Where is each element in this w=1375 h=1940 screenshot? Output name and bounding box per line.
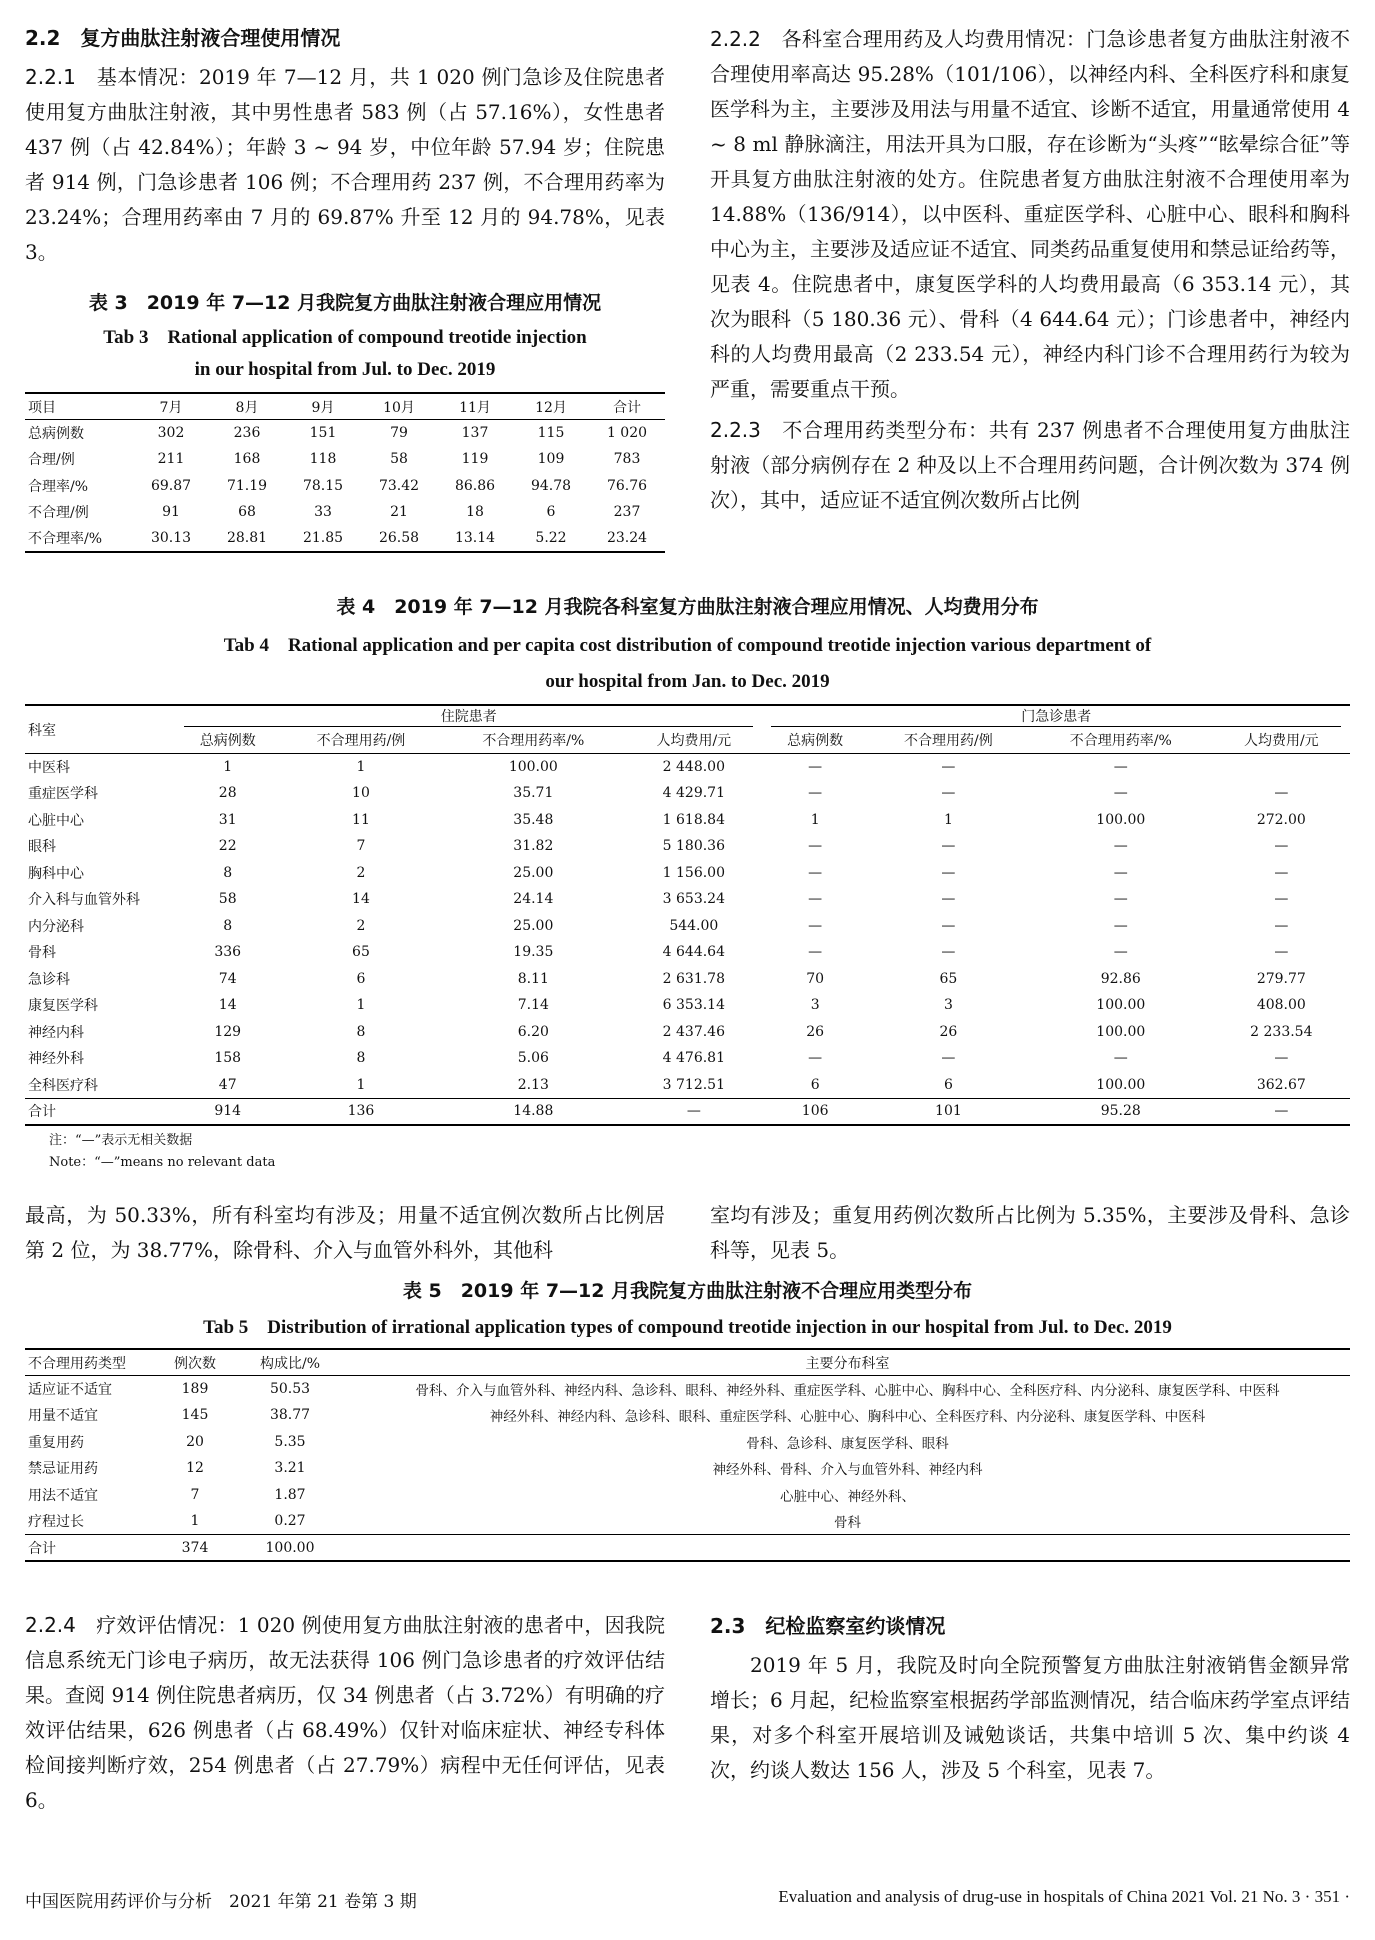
table-cell: 1 [356,759,366,775]
table-cell: — [1113,917,1128,934]
table-row [25,1455,1350,1482]
table-cell: 211 [157,451,185,468]
table-cell: 8.11 [517,970,549,987]
table-cell: 91 [162,504,180,521]
table-cell: 94.78 [530,477,572,494]
table-cell: — [1274,891,1289,908]
table-cell: 骨科、介入与血管外科、神经内科、急诊科、眼科、神经外科、重症医学科、心脏中心、胸科中心、全科医疗科、内分泌科、康复医学科、中医科 [415,1383,1280,1399]
table-cell: 136 [280,1098,441,1125]
table-cell: — [1274,917,1289,934]
table-cell: 4 644.64 [662,944,725,961]
table-cell: 100.00 [508,759,558,775]
table-cell: 2 [356,864,366,881]
table-header-cell: 7月 [133,393,209,420]
table-cell: 24.14 [513,891,554,908]
table-cell: 22 [218,838,237,855]
table-cell: 31.82 [513,838,554,855]
table-cell: — [941,838,956,855]
table-cell: 3 [810,997,820,1014]
table-cell: 用量不适宜 [28,1408,98,1425]
table-cell: — [941,864,956,881]
table-cell: 33 [314,504,332,521]
paragraph-text: 门急诊患者复方曲肽注射液不合理使用率高达 95.28%（101/106），以神经内科、全科医疗科和康复医学科为主，主要涉及用法与用量不适宜、诊断不适宜，用量通常使用 4 ~ 8 ml 静脉滴注，用法开具为口服，存在诊断为“头疼”“眩晕综合征”等开具复方曲肽注射液的处方。住院患者复方曲肽注射液不合理使用率为 14.88%（136/914），以中医科、重症医学科、心脏中心、眼科和胸科中心为主，主要涉及适应证不适宜、同类药品重复使用和禁忌证给药等，见表 4。住院患者中，康复医学科的人均费用最高（6 353.14 元），其次为眼科（5 180.36 元）、骨科（4 644.64 元）；门诊患者中，神经内科的人均费用最高（2 233.54 元），神经内科门诊不合理用药行为较为严重，需要重点干预。 [710,27,1351,401]
table-cell: 914 [175,1098,280,1125]
table-cell: 408.00 [1256,997,1306,1014]
paragraph-lead: 2.2.2 各科室合理用药及人均费用情况： [710,27,1087,51]
table-cell: 7 [356,838,366,855]
table-cell: 1 618.84 [662,811,725,828]
table-header-cell: 例次数 [155,1349,235,1376]
table-3 [25,392,665,553]
table-row [25,886,1350,913]
table-cell: 重复用药 [28,1434,84,1451]
table-cell: 14 [218,997,237,1014]
table-cell [345,1535,1350,1562]
table-cell: — [1113,864,1128,881]
table-cell: 6 353.14 [662,997,725,1014]
section-heading: 2.2 复方曲肽注射液合理使用情况 [25,26,341,50]
table-row [25,1508,1350,1535]
table-cell: 3.21 [274,1460,306,1477]
table-cell: 8 [223,864,233,881]
table-header-cell: 不合理用药率/% [441,727,625,754]
footer-journal-cn: 中国医院用药评价与分析 2021 年第 21 卷第 3 期 [25,1892,417,1912]
table-caption-en: Tab 3 Rational application of compound treotide injection [103,327,587,348]
table-cell: — [1274,864,1289,881]
table-cell: 骨科、急诊科、康复医学科、眼科 [746,1435,949,1452]
table-cell: 58 [390,451,408,468]
table-header-cell: 人均费用/元 [1213,727,1350,754]
section-2-3 [710,1610,1350,1788]
paragraph-continued-right [710,1198,1350,1268]
table-header-cell: 不合理用药/例 [868,727,1029,754]
table-cell: 21 [390,504,408,521]
table-cell: 8 [223,917,233,934]
table-cell: 合理率/% [28,478,89,495]
table-cell: — [808,838,823,855]
table-cell: — [1113,891,1128,908]
table-cell: 26.58 [378,530,420,547]
table-cell: 神经外科、神经内科、急诊科、眼科、重症医学科、心脏中心、胸科中心、全科医疗科、内分泌科、康复医学科、中医科 [489,1409,1206,1426]
table-cell: 0.27 [274,1513,306,1529]
table-cell: 14.88 [441,1098,625,1125]
table-cell: 6 [356,970,366,987]
table-cell: 145 [181,1407,209,1424]
table-cell: 1 020 [606,425,648,441]
table-header-cell: 11月 [437,393,513,420]
table-caption-cn: 表 5 2019 年 7—12 月我院复方曲肽注射液不合理应用类型分布 [402,1280,973,1302]
paragraph-continued-left [25,1198,665,1268]
table-cell: 2 233.54 [1250,1023,1313,1040]
table-cell: 康复医学科 [28,998,98,1015]
table-cell: 31 [218,811,237,828]
table-header-cell: 构成比/% [235,1349,345,1376]
table-cell: 151 [309,425,337,441]
table-cell: 137 [461,425,489,441]
table-cell: 302 [157,425,185,441]
table-cell: 介入科与血管外科 [28,892,140,909]
table-cell: 129 [214,1023,242,1040]
table-cell: 急诊科 [28,971,70,988]
table-cell: 5.22 [535,530,567,547]
table-cell: 100.00 [1096,1076,1146,1093]
table-row [25,1429,1350,1456]
table-cell: 70 [806,970,825,987]
table-cell: — [941,944,956,961]
table-cell: — [1113,838,1128,855]
table-cell: — [808,785,823,802]
table-cell: 92.86 [1100,970,1141,987]
table-cell: 2 631.78 [662,970,725,987]
table-cell: 5.06 [517,1050,549,1067]
table-header-cell: 合计 [589,393,665,420]
table-cell: 73.42 [378,477,420,494]
table-cell: — [941,891,956,908]
table-cell: 23.24 [606,530,648,547]
table-cell: — [941,1050,956,1067]
table-cell: 13.14 [454,530,496,547]
group-label-outpatient: 门急诊患者 [771,706,1341,727]
table-header-cell: 科室 [25,705,175,754]
table-cell: 8 [356,1050,366,1067]
table-header-cell: 不合理用药/例 [280,727,441,754]
table-cell: 7 [190,1486,200,1503]
table-cell: 189 [181,1381,209,1397]
table-cell: 119 [461,451,489,468]
table-3-block [25,288,665,553]
table-note-cn: 注：“—”表示无相关数据 [49,1132,193,1148]
table-header-cell: 项目 [25,393,133,420]
paragraph-type-distribution [710,413,1350,518]
table-cell: 58 [218,891,237,908]
table-cell: 78.15 [302,477,344,494]
table-cell: 25.00 [513,917,554,934]
table-cell: 35.48 [513,811,554,828]
table-cell: 35.71 [513,785,554,802]
table-cell: 100.00 [235,1535,345,1562]
table-header-cell: 不合理用药率/% [1029,727,1213,754]
table-cell: 65 [939,970,958,987]
table-cell: 2 448.00 [662,759,725,775]
table-cell: 中医科 [28,760,70,776]
table-row [25,966,1350,993]
table-cell: — [941,785,956,802]
section-2-2-4 [25,1608,665,1818]
section-2-2 [25,22,665,270]
table-cell: 不合理/例 [28,505,89,522]
table-header-cell: 主要分布科室 [345,1349,1350,1376]
table-cell: 合理/例 [28,452,75,469]
table-row [25,939,1350,966]
table-row [25,1376,1350,1403]
table-cell: 100.00 [1096,1023,1146,1040]
table-cell: 5.35 [274,1433,306,1450]
paragraph-text: 2019 年 7—12 月，共 1 020 例门急诊及住院患者使用复方曲肽注射液，其中男性患者 583 例（占 57.16%），女性患者 437 例（占 42.84%）；年龄 3 ~ 94 岁，中位年龄 57.94 岁；住院患者 914 例，门急诊患者 106 例；不合理用药 237 例，不合理用药率为 23.24%；合理用药率由 7 月的 69.87% 升至 12 月的 94.78%，见表 3。 [25,65,665,264]
table-cell: 胸科中心 [28,865,84,882]
table-header-cell: 总病例数 [175,727,280,754]
table-cell: 5 180.36 [662,838,725,855]
table-header-cell: 8月 [209,393,285,420]
table-cell: 783 [613,451,641,468]
paragraph-lead: 2.2.1 基本情况： [25,65,199,89]
table-row [25,499,665,526]
table-caption-cn: 表 4 2019 年 7—12 月我院各科室复方曲肽注射液合理应用情况、人均费用分布 [336,596,1039,618]
table-cell: 重症医学科 [28,786,98,803]
table-cell: — [1274,944,1289,961]
table-cell: 30.13 [150,530,192,547]
table-group-header [175,705,762,727]
table-cell: 106 [762,1098,867,1125]
table-cell: 1 [356,1076,366,1093]
table-4 [25,704,1350,1126]
table-cell: 6 [546,504,556,521]
table-cell: 1 [810,811,820,828]
table-4-block [25,592,1350,1174]
table-cell: — [1274,785,1289,802]
table-row [25,1019,1350,1046]
table-cell: 86.86 [454,477,496,494]
table-cell: 11 [352,811,370,828]
paragraph-text: 共有 237 例患者不合理使用复方曲肽注射液（部分病例存在 2 种及以上不合理用药问题，合计例次数为 374 例次），其中，适应证不适宜例次数所占比例 [710,418,1351,512]
table-cell: 18 [466,504,484,521]
table-cell: 合计 [25,1098,175,1125]
table-cell: 心脏中心、神经外科、 [780,1488,915,1505]
paragraph-text: 1 020 例使用复方曲肽注射液的患者中，因我院信息系统无门诊电子病历，故无法获得 106 例门急诊患者的疗效评估结果。查阅 914 例住院患者病历，仅 34 例患者（占 3.72%）有明确的疗效评估结果，626 例患者（占 68.49%）仅针对临床症状、神经专科体检间接判断疗效，254 例患者（占 27.79%）病程中无任何评估，见表 6。 [25,1613,665,1812]
table-cell: 6 [943,1076,953,1093]
table-row [25,992,1350,1019]
table-cell: 544.00 [669,917,719,934]
table-cell: 不合理率/% [28,531,103,548]
table-row [25,473,665,500]
table-cell: 100.00 [1096,811,1146,828]
table-cell: — [808,759,823,775]
table-cell: 6 [810,1076,820,1093]
table-cell: 237 [613,504,641,521]
table-row [25,754,1350,781]
table-caption-en: Tab 4 Rational application and per capita cost distribution of compound treotide injection various department of [223,635,1152,656]
table-header-cell: 人均费用/元 [625,727,762,754]
table-cell: 28 [218,785,237,802]
table-cell: 神经外科、骨科、介入与血管外科、神经内科 [712,1462,983,1479]
table-cell: — [808,864,823,881]
table-group-header [762,705,1350,727]
table-caption-cn: 表 3 2019 年 7—12 月我院复方曲肽注射液合理应用情况 [88,292,602,314]
table-cell: 12 [186,1460,204,1477]
section-heading: 2.3 纪检监察室约谈情况 [710,1614,946,1638]
table-cell: 3 712.51 [662,1076,725,1093]
paragraph-lead: 2.2.4 疗效评估情况： [25,1613,238,1637]
paragraph-efficacy [25,1608,665,1818]
table-total-row [25,1098,1350,1125]
table-cell: 158 [214,1050,242,1067]
table-cell: — [625,1098,762,1125]
paragraph-department-cost [710,22,1350,407]
table-cell: — [941,917,956,934]
table-cell: — [808,944,823,961]
table-caption-en-line2: our hospital from Jan. to Dec. 2019 [545,671,830,692]
table-cell: 心脏中心 [28,812,84,829]
table-row [25,1482,1350,1509]
paragraph-lead: 2.2.3 不合理用药类型分布： [710,418,989,442]
table-cell: 内分泌科 [28,918,84,935]
footer-journal-en: Evaluation and analysis of drug-use in hospitals of China 2021 Vol. 21 No. 3 · 351 · [778,1887,1350,1906]
table-cell: 眼科 [28,839,56,856]
table-cell: 2 [356,917,366,934]
table-cell: 272.00 [1256,811,1306,828]
table-cell: 26 [939,1023,958,1040]
table-cell: — [1274,1050,1289,1067]
table-cell: 6.20 [517,1023,549,1040]
table-cell: — [1113,785,1128,802]
table-cell: 115 [537,425,565,441]
table-caption-en-line2: in our hospital from Jul. to Dec. 2019 [194,359,496,380]
table-header-cell: 总病例数 [762,727,867,754]
table-row [25,1402,1350,1429]
table-header-cell: 10月 [361,393,437,420]
table-cell: 109 [537,451,565,468]
table-cell: 全科医疗科 [28,1077,98,1094]
table-row [25,860,1350,887]
table-cell [1213,754,1350,781]
table-cell: 118 [309,451,337,468]
table-row [25,446,665,473]
table-cell: 95.28 [1029,1098,1213,1125]
table-cell: 合计 [25,1535,155,1562]
table-cell: 疗程过长 [28,1514,84,1530]
table-cell: — [1274,838,1289,855]
table-cell: 74 [218,970,237,987]
table-cell: 79 [390,425,408,441]
table-cell: 1 [223,759,233,775]
table-cell: — [941,759,956,775]
table-5 [25,1348,1350,1562]
table-cell: 168 [233,451,261,468]
table-header-cell: 9月 [285,393,361,420]
table-cell: 神经外科 [28,1051,84,1068]
table-cell: 101 [868,1098,1029,1125]
table-cell: 骨科 [834,1515,861,1531]
paragraph-text: 最高，为 50.33%，所有科室均有涉及；用量不适宜例次数所占比例居第 2 位，为 38.77%，除骨科、介入与血管外科外，其他科 [25,1203,665,1262]
table-cell: 3 [943,997,953,1014]
table-row [25,1072,1350,1099]
table-cell: 336 [214,944,242,961]
table-cell: 1 [943,811,953,828]
table-cell: 47 [218,1076,237,1093]
table-cell: — [1113,759,1128,775]
table-cell: 禁忌证用药 [28,1461,98,1478]
group-label-inpatient: 住院患者 [184,706,753,727]
table-cell: 236 [233,425,261,441]
table-cell: 50.53 [269,1381,311,1397]
paragraph-interview: 2019 年 5 月，我院及时向全院预警复方曲肽注射液销售金额异常增长；6 月起，纪检监察室根据药学部监测情况，结合临床药学室点评结果，对多个科室开展培训及诫勉谈话，共集中培训 5 次、集中约谈 4 次，约谈人数达 156 人，涉及 5 个科室，见表 7。 [710,1653,1350,1782]
table-cell: — [1113,944,1128,961]
paragraph-basic-info [25,60,665,270]
table-cell: 362.67 [1256,1076,1306,1093]
table-cell: 19.35 [513,944,554,961]
table-row [25,833,1350,860]
table-row [25,780,1350,807]
table-5-block [25,1276,1350,1562]
table-cell: 1 [190,1513,200,1529]
table-cell: 2 437.46 [662,1023,725,1040]
table-cell: 4 429.71 [662,785,725,802]
table-cell: 2.13 [517,1076,549,1093]
table-cell: 100.00 [1096,997,1146,1014]
paragraph-text: 室均有涉及；重复用药例次数所占比例为 5.35%，主要涉及骨科、急诊科等，见表 5。 [710,1203,1350,1262]
table-cell: 374 [155,1535,235,1562]
table-note-en: Note：“—”means no relevant data [49,1154,276,1170]
table-cell: 14 [352,891,370,908]
table-cell: 神经内科 [28,1024,84,1041]
table-cell: 10 [352,785,370,802]
table-cell: 68 [238,504,256,521]
table-row [25,807,1350,834]
table-cell: 适应证不适宜 [28,1382,112,1398]
section-2-2-2 [710,22,1350,518]
table-cell: 8 [356,1023,366,1040]
table-cell: 26 [806,1023,825,1040]
table-cell: 4 476.81 [662,1050,725,1067]
table-cell: 38.77 [269,1407,311,1424]
table-row [25,913,1350,940]
table-cell: — [1213,1098,1350,1125]
table-total-row [25,1535,1350,1562]
table-row [25,1045,1350,1072]
table-cell: 1 [356,997,366,1014]
table-caption-en: Tab 5 Distribution of irrational application types of compound treotide injection in our hospital from Jul. to Dec. 2019 [203,1317,1172,1338]
table-cell: 1.87 [274,1486,306,1503]
table-cell: 28.81 [226,530,268,547]
table-cell: — [808,891,823,908]
table-cell: 20 [186,1433,204,1450]
table-cell: — [1113,1050,1128,1067]
table-cell: — [808,917,823,934]
table-cell: 71.19 [226,477,268,494]
table-row [25,420,665,447]
table-header-cell: 12月 [513,393,589,420]
table-cell: 用法不适宜 [28,1487,98,1504]
table-cell: 3 653.24 [662,891,725,908]
table-cell: — [808,1050,823,1067]
table-cell: 21.85 [302,530,344,547]
table-cell: 1 156.00 [662,864,725,881]
table-cell: 76.76 [606,477,648,494]
table-cell: 65 [352,944,370,961]
table-cell: 25.00 [513,864,554,881]
table-cell: 279.77 [1256,970,1306,987]
table-header-cell: 不合理用药类型 [25,1349,155,1376]
table-row [25,526,665,553]
table-cell: 骨科 [28,945,56,962]
table-cell: 7.14 [517,997,549,1014]
table-cell: 总病例数 [28,426,84,442]
table-cell: 69.87 [150,477,192,494]
